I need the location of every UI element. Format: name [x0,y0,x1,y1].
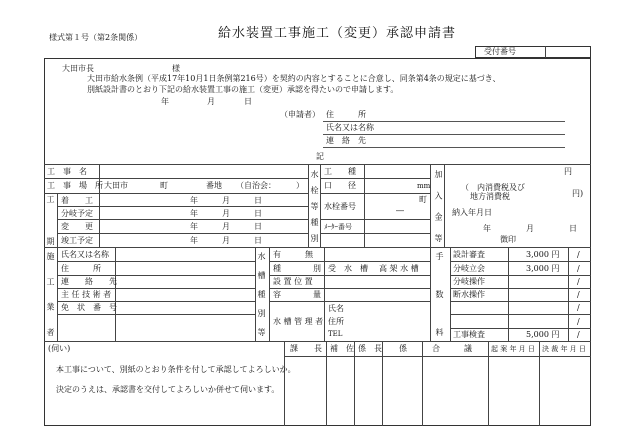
tank-kind-label: 種 別 [273,264,321,273]
page-title: 給水装置工事施工（変更）承認申請書 [218,26,457,41]
ki-mark: 記 [316,152,324,161]
tank-capacity-label: 容 量 [273,290,321,299]
fee-row-5-label: 工事検査 [453,330,485,339]
kind-label: 工 種 [324,167,356,176]
applicant-label: （申請者） [280,110,320,119]
contractor-contact-label: 連 絡 先 [61,277,117,286]
addressee-honorific: 様 [172,64,180,73]
fee-row-1-value: 3,000 円 [526,264,560,273]
tap-number-dash: ― [396,206,404,215]
tank-kind-elevated: 高 架 水 槽 [379,264,419,273]
work-period-label: 工 期 [46,195,55,247]
fee-tax-yen: 円) [572,189,584,198]
applicant-contact-label: 連 絡 先 [326,136,366,145]
fee-row-5-slash-blank: / [577,317,580,326]
tap-number-label: 水栓番号 [324,202,356,211]
work-place-city: 大田市 [104,181,128,190]
fee-tax-label-2: 地方消費税 [470,192,510,201]
work-place-jichikai: （自治会： ） [236,181,304,190]
tank-manager-tel: TEL [328,330,343,338]
change-label: 変 更 [61,222,93,231]
tap-number-machi: 町 [419,195,427,204]
fee-row-1-label: 分岐立会 [453,264,485,273]
fee-row-0-slash: / [577,250,580,259]
approval-deputy: 補 佐 [330,344,354,353]
approval-draft-date: 起 案 年 月 日 [491,345,535,353]
caliber-unit: mm [417,182,431,190]
fee-row-5-value: 5,000 円 [526,330,560,339]
date-month: 月 [207,97,215,106]
tank-location-label: 設 置 位 置 [273,277,313,286]
form-number: 様式第１号（第2条関係） [49,33,143,42]
start-label: 着 工 [61,196,93,205]
addressee: 大田市長 [62,64,94,73]
meter-number-label: ﾒｰﾀｰ番号 [324,223,352,231]
fee-row-1-slash: / [577,264,580,273]
contractor-chief-label: 主 任 技 術 者 [61,290,112,299]
contractor-name-label: 氏名又は名称 [61,250,109,259]
tank-manager-label: 水 槽 管 理 者 [273,317,324,326]
collector-stamp: 徴印 [500,235,516,244]
inquiry-line-1: 本工事について、別紙のとおり条件を付して承認してよろしいか。 [56,365,296,374]
contractor-head-label: 施工業者 [46,252,55,338]
fee-yen: 円 [564,167,572,176]
date-year: 年 [161,97,169,106]
contractor-address-label: 住 所 [61,264,101,273]
approval-decision-date: 決 裁 年 月 日 [542,345,586,353]
fee-row-3-slash: / [577,290,580,299]
tank-exists-label: 有 無 [273,250,313,259]
tank-kind-receiving: 受 水 槽 [328,264,368,273]
work-place-town: 町 [160,181,168,190]
receipt-label: 受付番号 [484,47,516,56]
meter-head-label: 水栓等種別 [310,170,319,244]
tank-manager-name: 氏名 [328,304,344,313]
approval-unit-chief: 係 長 [358,344,382,353]
approval-staff: 係 [399,344,407,353]
inquiry-label: (伺い) [48,344,71,353]
approval-section-chief: 課 長 [290,344,322,353]
approval-consult: 合 議 [432,344,472,353]
applicant-address-label: 住 所 [326,110,366,119]
fee-tax-label: （ 内消費税及び [461,183,533,192]
work-place-label: 工 事 場 所 [47,181,103,190]
fees-head-label: 手数料 [435,252,444,338]
fee-row-4-slash: / [577,303,580,312]
fee-row-2-slash: / [577,277,580,286]
work-place-banchi: 番地 [206,181,222,190]
inquiry-line-2: 決定のうえは、承認書を交付してよろしいか併せて伺います。 [56,385,280,394]
fee-row-0-label: 設計審査 [453,250,485,259]
contractor-license-label: 免 状 番 号 [61,303,117,312]
applicant-name-label: 氏名又は名称 [326,123,374,132]
caliber-label: 口 径 [324,181,356,190]
fee-row-3-label: 断水操作 [453,290,485,299]
fee-row-5-slash: / [577,330,580,339]
intro-line-1: 大田市給水条例（平成17年10月1日条例第216号）を契約の内容とすることに合意し、同条第4条の規定に基づき、 [87,74,501,83]
work-name-label: 工 事 名 [47,167,87,176]
tank-head-label: 水槽種別等 [257,252,266,338]
date-day: 日 [244,97,252,106]
done-label: 竣工予定 [61,236,93,245]
fee-row-0-value: 3,000 円 [526,250,560,259]
intro-line-2: 別紙設計書のとおり下記の給水装置工事の施工（変更）承認を得たいので申請します。 [87,85,399,94]
payment-date-label: 納入年月日 [452,208,492,217]
tank-manager-address: 住所 [328,317,344,326]
fee-head-label: 加入金等 [434,170,443,244]
planned-label: 分岐予定 [61,209,93,218]
fee-row-2-label: 分岐操作 [453,277,485,286]
